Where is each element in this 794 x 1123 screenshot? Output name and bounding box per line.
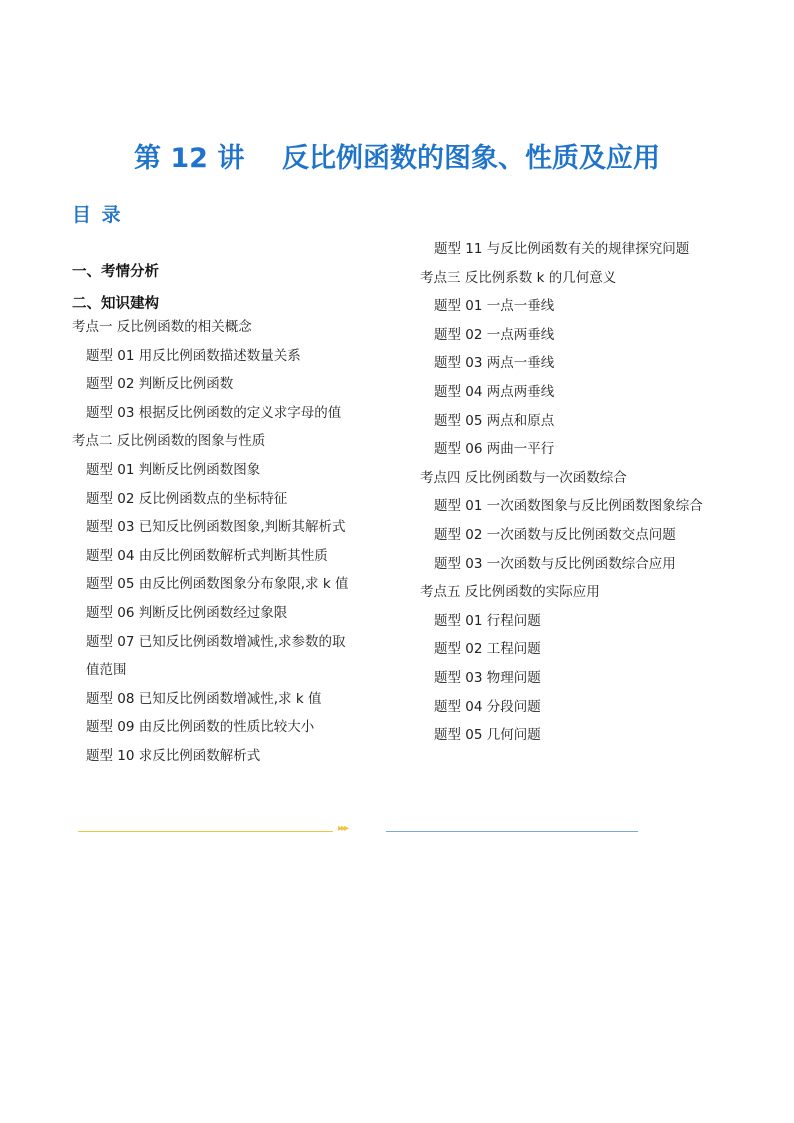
toc-tixing-item[interactable]: 题型 06 判断反比例函数经过象限 (86, 604, 288, 621)
toc-tixing-item[interactable]: 题型 01 一点一垂线 (434, 298, 555, 315)
divider-line-right (386, 831, 638, 832)
toc-tixing-item[interactable]: 题型 04 两点两垂线 (434, 383, 555, 400)
section-divider (78, 823, 638, 838)
toc-tixing-item[interactable]: 题型 05 由反比例函数图象分布象限,求 k 值 (86, 576, 349, 593)
toc-tixing-item[interactable]: 题型 01 行程问题 (434, 612, 541, 629)
toc-tixing-item[interactable]: 题型 08 已知反比例函数增减性,求 k 值 (86, 690, 322, 707)
toc-right-entries (420, 235, 760, 750)
toc-tixing-item[interactable]: 题型 05 两点和原点 (434, 412, 555, 429)
toc-tixing-item[interactable]: 值范围 (86, 662, 127, 679)
toc-tixing-item[interactable]: 题型 05 几何问题 (434, 727, 541, 744)
toc-section[interactable]: 一、考情分析 (72, 264, 159, 280)
toc-kaodian-item[interactable]: 考点二 反比例函数的图象与性质 (72, 433, 266, 450)
toc-tixing-item[interactable]: 题型 02 工程问题 (434, 641, 541, 658)
toc-tixing-item[interactable]: 题型 04 由反比例函数解析式判断其性质 (86, 547, 328, 564)
toc-tixing-item[interactable]: 题型 03 一次函数与反比例函数综合应用 (434, 555, 676, 572)
toc-tixing-item[interactable]: 题型 02 反比例函数点的坐标特征 (86, 490, 288, 507)
toc-tixing-item[interactable]: 题型 02 判断反比例函数 (86, 376, 234, 393)
toc-kaodian-item[interactable]: 考点五 反比例函数的实际应用 (420, 584, 600, 601)
toc-tixing-item[interactable]: 题型 01 一次函数图象与反比例函数图象综合 (434, 498, 703, 515)
toc-kaodian-item[interactable]: 考点三 反比例系数 k 的几何意义 (420, 269, 617, 286)
toc-tixing-item[interactable]: 题型 03 物理问题 (434, 669, 541, 686)
toc-tixing-item[interactable]: 题型 03 两点一垂线 (434, 355, 555, 372)
divider-arrows-icon: ▸▸▸ (338, 823, 348, 834)
toc-tixing-item[interactable]: 题型 11 与反比例函数有关的规律探究问题 (434, 241, 690, 257)
toc-kaodian-item[interactable]: 考点一 反比例函数的相关概念 (72, 319, 252, 335)
toc-heading: 目 录 (72, 204, 123, 226)
page-title: 第 12 讲 反比例函数的图象、性质及应用 (134, 143, 660, 174)
divider-line-left (78, 831, 333, 832)
toc-section[interactable]: 二、知识建构 (72, 295, 159, 312)
toc-tixing-item[interactable]: 题型 02 一点两垂线 (434, 326, 555, 343)
toc-tixing-item[interactable]: 题型 03 已知反比例函数图象,判断其解析式 (86, 519, 346, 536)
toc-tixing-item[interactable]: 题型 09 由反比例函数的性质比较大小 (86, 719, 315, 736)
toc-tixing-item[interactable]: 题型 01 用反比例函数描述数量关系 (86, 347, 301, 364)
toc-tixing-item[interactable]: 题型 02 一次函数与反比例函数交点问题 (434, 526, 676, 543)
toc-left-entries (72, 313, 402, 771)
toc-tixing-item[interactable]: 题型 04 分段问题 (434, 698, 541, 715)
toc-kaodian-item[interactable]: 考点四 反比例函数与一次函数综合 (420, 469, 627, 486)
toc-tixing-item[interactable]: 题型 03 根据反比例函数的定义求字母的值 (86, 404, 342, 421)
toc-left-column (72, 258, 402, 315)
toc-tixing-item[interactable]: 题型 01 判断反比例函数图象 (86, 461, 261, 478)
toc-tixing-item[interactable]: 题型 07 已知反比例函数增减性,求参数的取 (86, 633, 346, 650)
toc-tixing-item[interactable]: 题型 06 两曲一平行 (434, 441, 555, 458)
toc-tixing-item[interactable]: 题型 10 求反比例函数解析式 (86, 747, 261, 764)
